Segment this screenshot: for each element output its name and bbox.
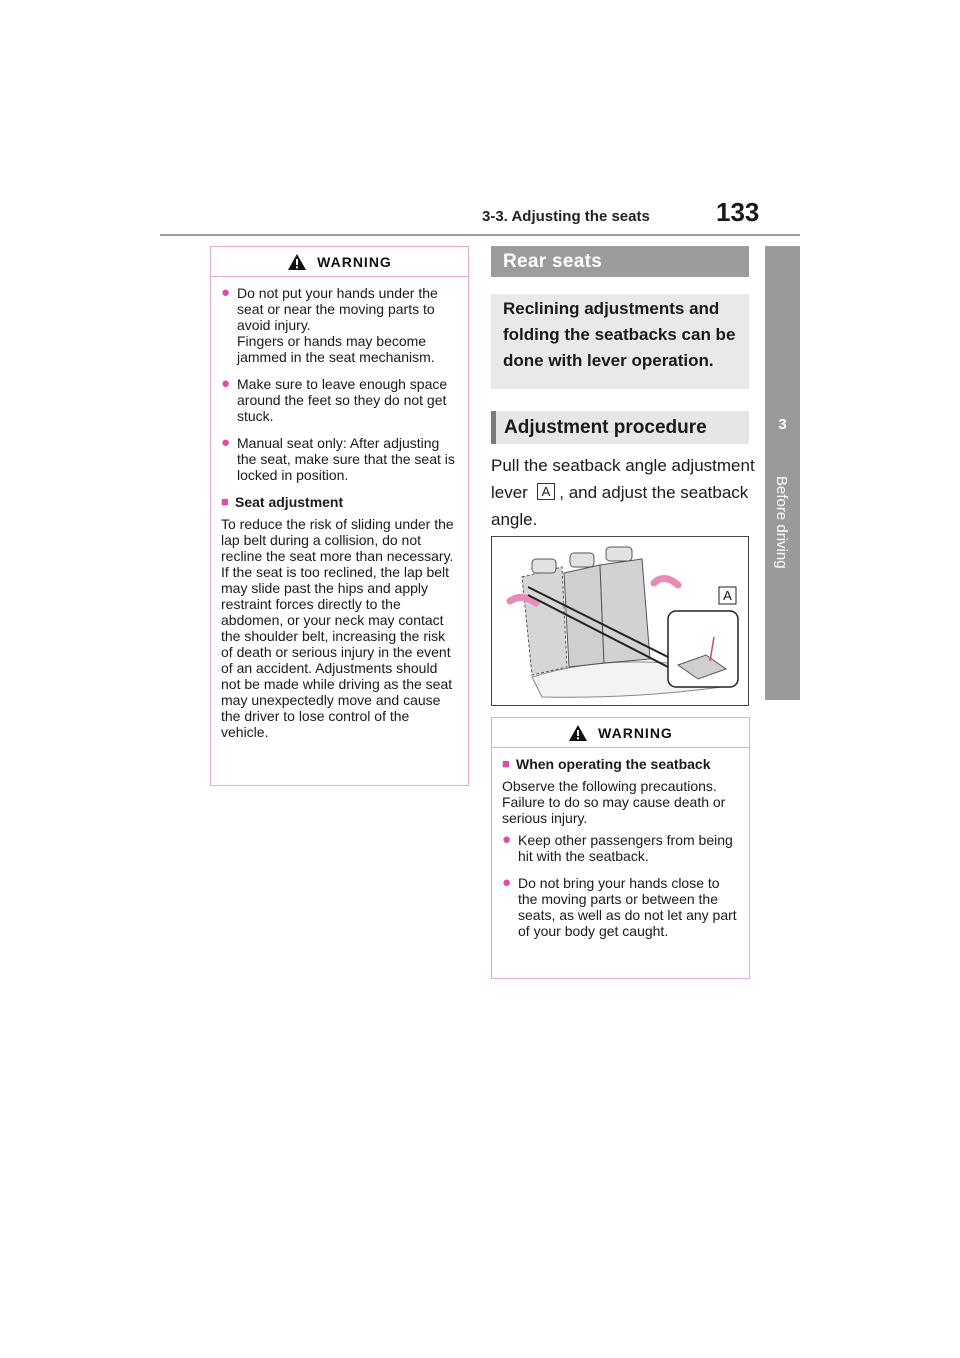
bullet-circle-icon: ● bbox=[221, 375, 231, 392]
warning-item bbox=[502, 875, 739, 939]
warning-item bbox=[221, 376, 458, 424]
bullet-square-icon: ■ bbox=[502, 756, 510, 771]
procedure-text bbox=[491, 452, 761, 533]
warning-subheading: When operating the seatback bbox=[516, 756, 711, 772]
warning-item bbox=[502, 832, 739, 864]
warning-header bbox=[492, 718, 749, 748]
bullet-circle-icon: ● bbox=[221, 284, 231, 301]
warning-item-text: Keep other passengers from being hit with the seatback. bbox=[518, 832, 733, 864]
warning-subheading-row bbox=[221, 494, 458, 510]
warning-item-text: Make sure to leave enough space around the feet so they do not get stuck. bbox=[237, 376, 448, 424]
warning-subheading: Seat adjustment bbox=[235, 494, 344, 510]
callout-label: A bbox=[537, 483, 556, 500]
warning-paragraph: Observe the following precautions. Failure to do so may cause death or serious injury. bbox=[502, 778, 726, 826]
warning-heading: WARNING bbox=[317, 253, 392, 270]
procedure-text-part: Pull the seatback angle adjustment lever bbox=[491, 456, 755, 502]
warning-item-text: Manual seat only: After adjusting the seat, make sure that the seat is locked in position. bbox=[237, 435, 455, 483]
rear-seat-illustration bbox=[492, 537, 748, 705]
bullet-circle-icon: ● bbox=[221, 434, 231, 451]
chapter-number: 3 bbox=[778, 416, 787, 433]
chapter-label: Before driving bbox=[773, 476, 790, 569]
warning-triangle-icon bbox=[287, 253, 307, 271]
warning-triangle-icon bbox=[568, 724, 588, 742]
warning-item bbox=[221, 435, 458, 483]
figure-callout-label: A bbox=[723, 588, 732, 603]
warning-box-left bbox=[210, 246, 469, 786]
warning-subheading-row bbox=[502, 756, 739, 772]
procedure-title: Adjustment procedure bbox=[491, 411, 749, 444]
header-rule bbox=[160, 234, 800, 236]
chapter-tab bbox=[765, 246, 800, 700]
warning-item bbox=[221, 285, 458, 365]
procedure-text-part: , and adjust the seatback angle. bbox=[491, 483, 749, 529]
warning-item-text: Do not bring your hands close to the moving parts or between the seats, as well as do not let any part of your body get caught. bbox=[518, 875, 737, 939]
warning-paragraph: To reduce the risk of sliding under the lap belt during a collision, do not recline the seat more than necessary. If the seat is too reclined, the lap belt may slide past the hips and apply restraint forces directly to the abdomen, or your neck may contact the shoulder belt, increasing the risk of death or serious injury in the event of an accident. Adjustments should not be made while driving as the seat may unexpectedly move and cause the driver to lose control of the vehicle. bbox=[221, 516, 454, 740]
warning-heading: WARNING bbox=[598, 724, 673, 741]
warning-header bbox=[211, 247, 468, 277]
seat-illustration bbox=[491, 536, 749, 706]
bullet-square-icon: ■ bbox=[221, 494, 229, 509]
warning-box-right bbox=[491, 717, 750, 979]
bullet-circle-icon: ● bbox=[502, 831, 512, 848]
rear-seats-summary: Reclining adjustments and folding the seatbacks can be done with lever operation. bbox=[491, 294, 749, 389]
warning-item-text: Do not put your hands under the seat or near the moving parts to avoid injury. Fingers or hands may become jammed in the seat mechanism. bbox=[237, 285, 438, 365]
bullet-circle-icon: ● bbox=[502, 874, 512, 891]
rear-seats-title: Rear seats bbox=[491, 246, 749, 277]
page-number: 133 bbox=[716, 197, 760, 227]
section-title: 3-3. Adjusting the seats bbox=[482, 208, 650, 225]
